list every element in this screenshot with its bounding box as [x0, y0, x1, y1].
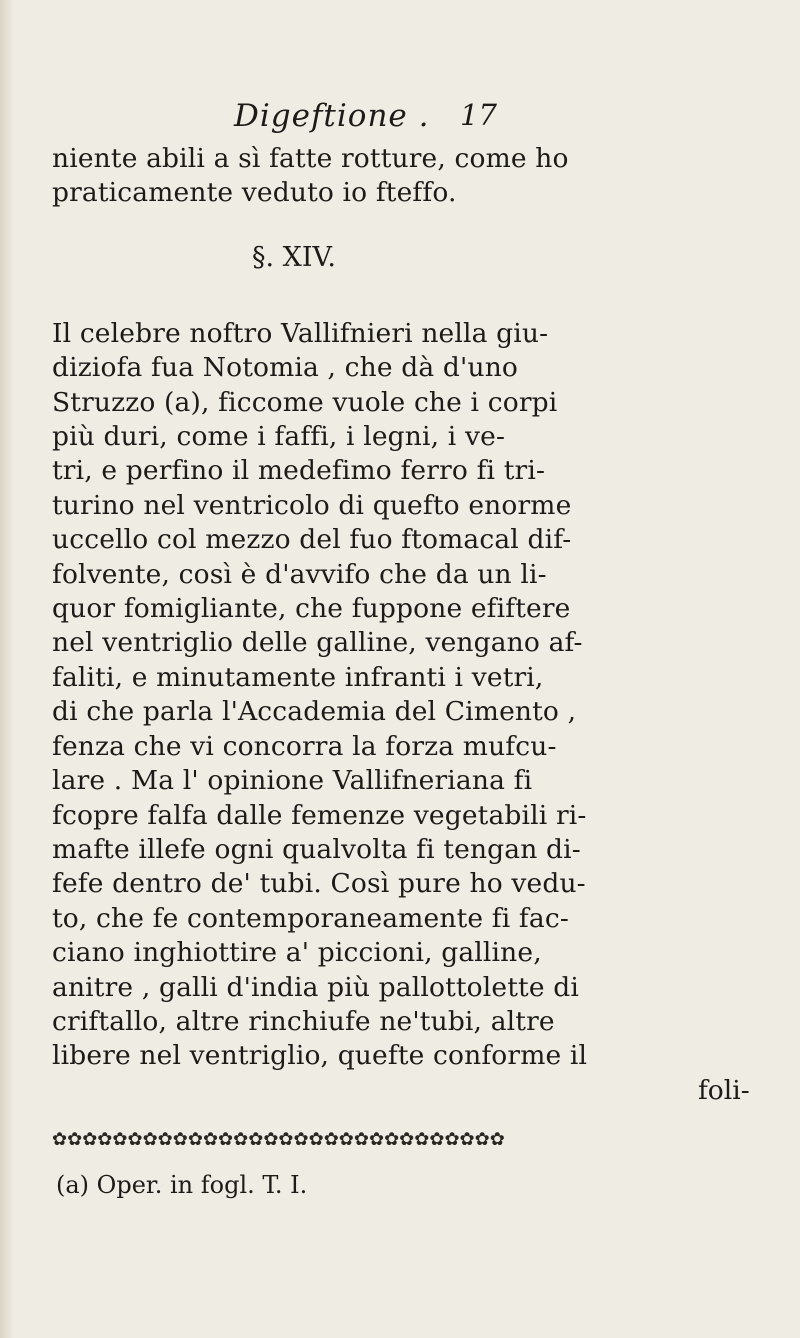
text-line: faliti, e minutamente infranti i vetri, [52, 661, 544, 693]
text-line: criftallo, altre rinchiufe ne'tubi, altre [52, 1005, 555, 1037]
ornament-glyph: ✿ [187, 1128, 201, 1150]
text-line: niente abili a sì fatte rotture, come ho [52, 143, 569, 174]
ornament-glyph: ✿ [157, 1128, 171, 1150]
text-line: uccello col mezzo del fuo ftomacal dif- [52, 524, 572, 556]
ornament-glyph: ✿ [293, 1128, 307, 1150]
text-line: quor fomigliante, che fuppone efiftere [52, 593, 571, 625]
ornament-glyph: ✿ [338, 1128, 352, 1150]
text-line: mafte illefe ogni qualvolta fi tengan di- [52, 833, 581, 865]
ornament-glyph: ✿ [308, 1128, 322, 1150]
ornament-glyph: ✿ [52, 1128, 66, 1150]
text-line: nel ventriglio delle galline, vengano af- [52, 627, 583, 659]
ornament-glyph: ✿ [263, 1128, 277, 1150]
ornament-glyph: ✿ [414, 1128, 428, 1150]
ornament-glyph: ✿ [112, 1128, 126, 1150]
ornament-glyph: ✿ [218, 1128, 232, 1150]
book-page [52, 92, 768, 1200]
ornament-glyph: ✿ [278, 1128, 292, 1150]
footnote: (a) Oper. in fogl. T. I. [56, 1171, 308, 1200]
ornament-glyph: ✿ [97, 1128, 111, 1150]
text-line: turino nel ventricolo di quefto enorme [52, 489, 572, 521]
page-number: 17 [460, 98, 497, 132]
catchword: foli- [698, 1074, 750, 1106]
text-line: più duri, come i faffi, i legni, i ve- [52, 421, 506, 453]
ornament-glyph: ✿ [248, 1128, 262, 1150]
text-line: tri, e perfino il medefimo ferro fi tri- [52, 455, 546, 487]
section-heading: §. XIV. [252, 241, 336, 273]
running-title: Digeftione . [234, 98, 430, 134]
ornament-glyph: ✿ [323, 1128, 337, 1150]
opening-paragraph [52, 142, 768, 211]
text-line: fcopre falfa dalle femenze vegetabili ri- [52, 799, 587, 831]
text-line: fefe dentro de' tubi. Così pure ho vedu- [52, 868, 586, 900]
ornament-rule [52, 1126, 772, 1152]
text-line: to, che fe contemporaneamente fi fac- [52, 902, 569, 934]
ornament-glyph: ✿ [172, 1128, 186, 1150]
ornament-glyph: ✿ [82, 1128, 96, 1150]
text-line: anitre , galli d'india più pallottolette di [52, 971, 579, 1003]
main-paragraph [52, 317, 768, 1108]
text-line: di che parla l'Accademia del Cimento , [52, 696, 577, 728]
ornament-glyph: ✿ [474, 1128, 488, 1150]
ornament-glyph: ✿ [459, 1128, 473, 1150]
text-line: ciano inghiottire a' piccioni, galline, [52, 937, 542, 969]
running-head [52, 92, 768, 142]
ornament-glyph: ✿ [233, 1128, 247, 1150]
text-line: Struzzo (a), ficcome vuole che i corpi [52, 386, 558, 418]
ornament-glyph: ✿ [353, 1128, 367, 1150]
text-line: diziofa fua Notomia , che dà d'uno [52, 352, 519, 384]
text-line: fenza che vi concorra la forza mufcu- [52, 730, 557, 762]
ornament-glyph: ✿ [202, 1128, 217, 1150]
ornament-glyph: ✿ [444, 1128, 458, 1150]
text-line: Il celebre noftro Vallifnieri nella giu- [52, 317, 549, 349]
ornament-glyph: ✿ [142, 1128, 156, 1150]
text-line: praticamente veduto io fteffo. [52, 177, 457, 209]
text-line: lare . Ma l' opinione Vallifneriana fi [52, 765, 533, 797]
page-edge-shadow [0, 0, 14, 1338]
text-line: folvente, così è d'avvifo che da un li- [52, 558, 547, 590]
ornament-glyph: ✿ [67, 1128, 81, 1150]
ornament-glyph: ✿ [384, 1128, 398, 1150]
ornament-glyph: ✿ [127, 1128, 141, 1150]
text-line: libere nel ventriglio, quefte conforme il [52, 1040, 588, 1072]
ornament-glyph: ✿ [399, 1128, 413, 1150]
ornament-glyph: ✿ [489, 1128, 503, 1150]
ornament-glyph: ✿ [368, 1128, 383, 1150]
ornament-glyph: ✿ [429, 1128, 443, 1150]
